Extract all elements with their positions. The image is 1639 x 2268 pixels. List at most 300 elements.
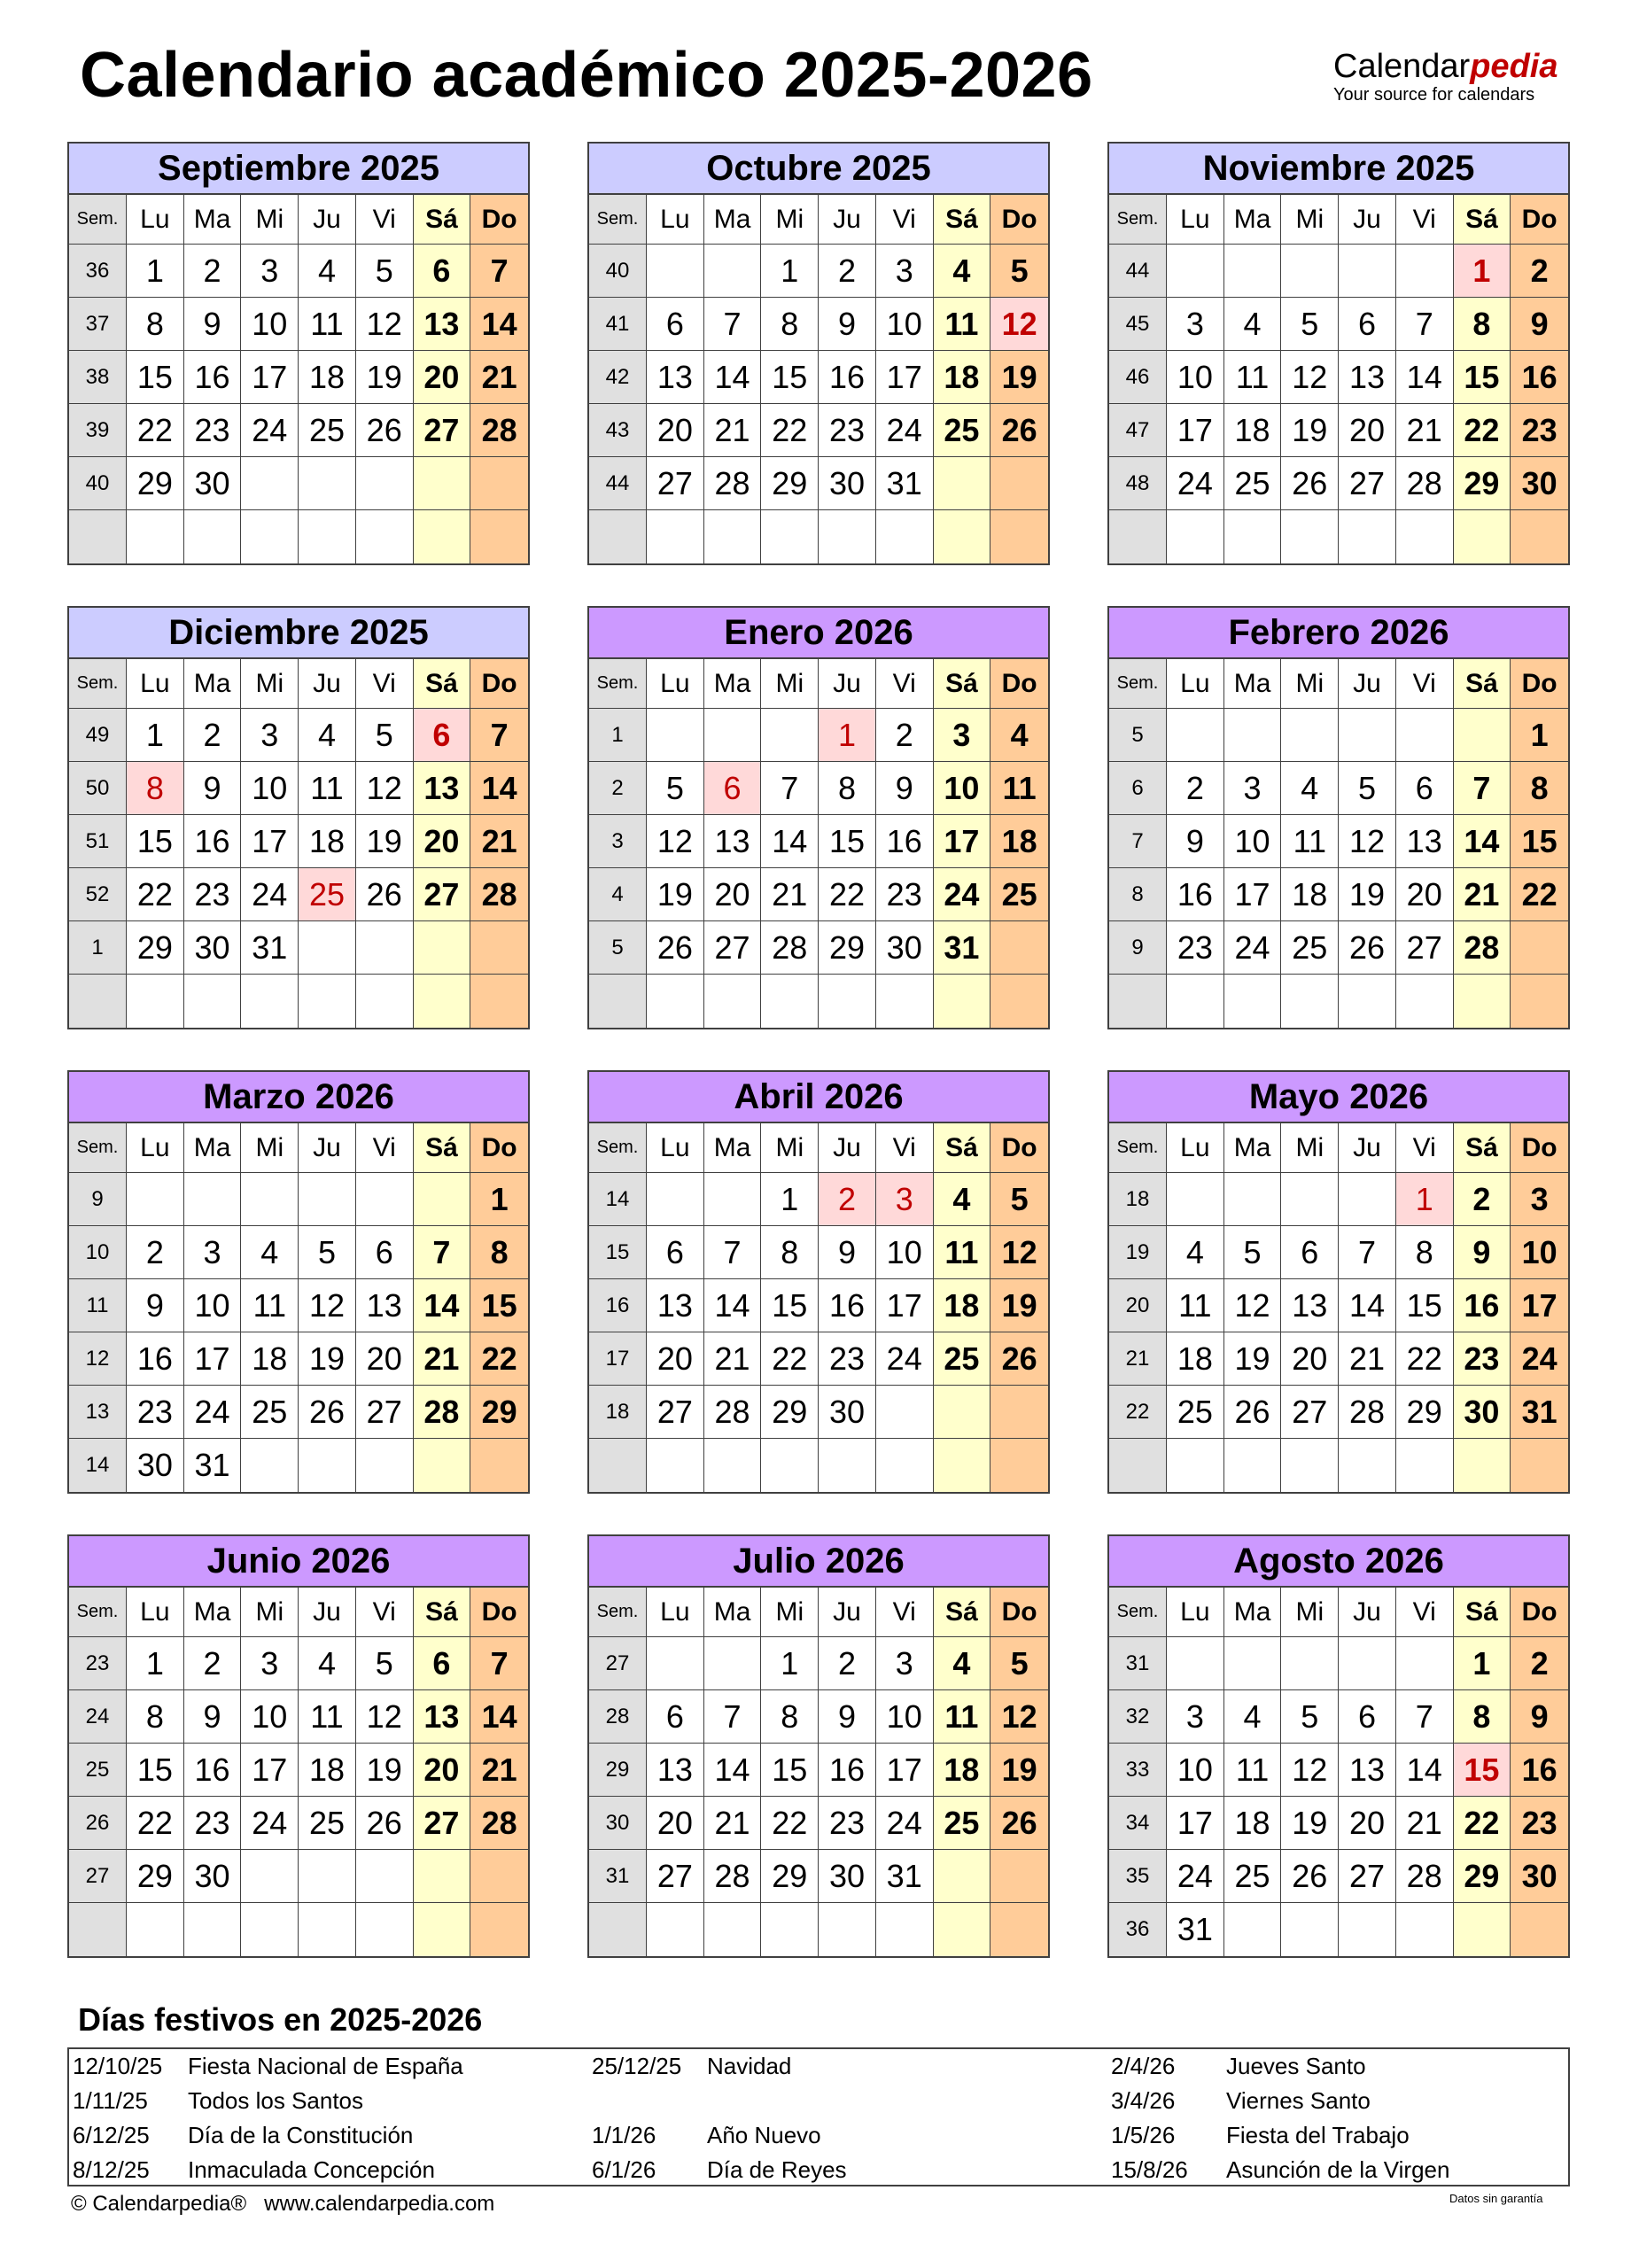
day-cell: 15	[1454, 1744, 1511, 1797]
empty-day-cell	[1167, 1439, 1224, 1492]
week-column-header: Sem.	[589, 195, 647, 245]
empty-day-cell	[299, 975, 356, 1028]
weekday-header: Mi	[241, 195, 299, 245]
empty-day-cell	[1281, 245, 1339, 298]
weekday-header-row	[589, 195, 1048, 245]
weekday-header: Sá	[934, 195, 991, 245]
weekday-header: Do	[990, 1588, 1048, 1637]
weekday-header: Ma	[704, 195, 762, 245]
week-number: 27	[69, 1850, 127, 1903]
empty-day-cell	[819, 975, 876, 1028]
weekday-header: Ma	[1224, 1588, 1282, 1637]
weekday-header: Vi	[876, 1588, 934, 1637]
day-cell: 30	[819, 1850, 876, 1903]
day-cell: 10	[934, 762, 991, 815]
day-cell: 26	[990, 1797, 1048, 1850]
day-cell: 17	[934, 815, 991, 868]
day-cell: 5	[1281, 1690, 1339, 1744]
footer	[71, 2192, 494, 2217]
week-number: 9	[69, 1173, 127, 1226]
week-number: 49	[69, 709, 127, 762]
week-number: 43	[589, 404, 647, 457]
day-cell: 1	[127, 245, 184, 298]
empty-day-cell	[1454, 510, 1511, 563]
empty-day-cell	[127, 975, 184, 1028]
week-number: 3	[589, 815, 647, 868]
week-column-header: Sem.	[1109, 1588, 1167, 1637]
month-title: Julio 2026	[589, 1536, 1048, 1588]
empty-day-cell	[1396, 245, 1454, 298]
day-cell: 2	[1511, 245, 1568, 298]
day-cell: 18	[1281, 868, 1339, 921]
day-cell: 10	[876, 1690, 934, 1744]
day-cell: 6	[1281, 1226, 1339, 1279]
weekday-header: Do	[470, 659, 528, 709]
day-cell: 25	[1224, 457, 1282, 510]
day-cell: 4	[1224, 1690, 1282, 1744]
day-cell: 5	[990, 1637, 1048, 1690]
holiday-row	[592, 2049, 847, 2084]
week-number: 41	[589, 298, 647, 351]
day-cell: 10	[241, 762, 299, 815]
weekday-header: Ju	[1339, 1123, 1396, 1173]
week-number: 7	[1109, 815, 1167, 868]
day-cell: 15	[761, 351, 819, 404]
day-cell: 13	[1339, 351, 1396, 404]
week-number: 17	[589, 1332, 647, 1386]
day-cell: 7	[1396, 1690, 1454, 1744]
week-number: 33	[1109, 1744, 1167, 1797]
day-cell: 11	[1224, 1744, 1282, 1797]
empty-day-cell	[1167, 975, 1224, 1028]
empty-day-cell	[1281, 510, 1339, 563]
holiday-name: Jueves Santo	[1226, 2053, 1366, 2079]
week-number: 26	[69, 1797, 127, 1850]
empty-day-cell	[299, 510, 356, 563]
empty-day-cell	[1511, 1439, 1568, 1492]
day-cell: 16	[819, 351, 876, 404]
day-cell: 20	[647, 1797, 704, 1850]
weekday-header: Sá	[414, 195, 471, 245]
empty-day-cell	[934, 1386, 991, 1439]
day-cell: 9	[127, 1279, 184, 1332]
empty-day-cell	[647, 1173, 704, 1226]
day-cell: 25	[934, 404, 991, 457]
empty-day-cell	[990, 1439, 1048, 1492]
empty-day-cell	[127, 1173, 184, 1226]
day-cell: 14	[704, 1279, 762, 1332]
empty-day-cell	[470, 975, 528, 1028]
holiday-name: Asunción de la Virgen	[1226, 2156, 1450, 2183]
empty-day-cell	[241, 1173, 299, 1226]
day-cell: 11	[934, 1690, 991, 1744]
weekday-header: Do	[990, 1123, 1048, 1173]
day-cell: 10	[184, 1279, 242, 1332]
weekday-header: Vi	[876, 659, 934, 709]
empty-day-cell	[990, 510, 1048, 563]
week-number	[1109, 510, 1167, 563]
weekday-header: Mi	[241, 659, 299, 709]
day-cell: 21	[470, 1744, 528, 1797]
day-cell: 4	[934, 1637, 991, 1690]
day-cell: 6	[414, 245, 471, 298]
empty-day-cell	[647, 1439, 704, 1492]
holiday-date: 25/12/25	[592, 2053, 682, 2079]
empty-day-cell	[470, 1903, 528, 1956]
day-cell: 27	[356, 1386, 414, 1439]
empty-day-cell	[819, 1903, 876, 1956]
empty-day-cell	[1454, 975, 1511, 1028]
day-cell: 8	[761, 1690, 819, 1744]
day-cell: 16	[184, 351, 242, 404]
week-number: 46	[1109, 351, 1167, 404]
day-cell: 29	[127, 457, 184, 510]
day-cell: 5	[1281, 298, 1339, 351]
day-cell: 24	[934, 868, 991, 921]
empty-day-cell	[1396, 1439, 1454, 1492]
weekday-header: Mi	[1281, 1123, 1339, 1173]
weekday-header-row	[69, 1588, 528, 1637]
empty-day-cell	[1224, 709, 1282, 762]
day-cell: 5	[356, 245, 414, 298]
day-cell: 23	[1511, 1797, 1568, 1850]
day-cell: 7	[470, 245, 528, 298]
day-cell: 17	[876, 1279, 934, 1332]
day-cell: 6	[647, 298, 704, 351]
day-cell: 22	[127, 868, 184, 921]
weekday-header: Do	[1511, 195, 1568, 245]
day-cell: 28	[1396, 457, 1454, 510]
day-cell: 18	[299, 351, 356, 404]
empty-day-cell	[1339, 975, 1396, 1028]
day-cell: 29	[127, 921, 184, 975]
day-cell: 16	[876, 815, 934, 868]
day-cell: 22	[761, 1332, 819, 1386]
day-cell: 2	[127, 1226, 184, 1279]
weekday-header: Ma	[704, 1588, 762, 1637]
month-calendar	[67, 1070, 530, 1494]
day-cell: 6	[647, 1226, 704, 1279]
week-column-header: Sem.	[589, 659, 647, 709]
weekday-header-row	[589, 1123, 1048, 1173]
empty-day-cell	[1339, 510, 1396, 563]
day-cell: 7	[704, 1690, 762, 1744]
day-cell: 14	[1339, 1279, 1396, 1332]
weekday-header: Ju	[299, 659, 356, 709]
day-cell: 23	[184, 868, 242, 921]
weekday-header: Sá	[414, 1588, 471, 1637]
day-cell: 15	[127, 351, 184, 404]
day-cell: 19	[1281, 1797, 1339, 1850]
empty-day-cell	[761, 1903, 819, 1956]
holiday-row	[73, 2153, 463, 2187]
empty-day-cell	[356, 1439, 414, 1492]
day-cell: 13	[1281, 1279, 1339, 1332]
day-cell: 14	[470, 762, 528, 815]
empty-day-cell	[356, 1173, 414, 1226]
day-cell: 20	[356, 1332, 414, 1386]
weekday-header: Ju	[1339, 659, 1396, 709]
day-cell: 18	[1224, 1797, 1282, 1850]
brand-logo[interactable]	[1333, 48, 1573, 105]
day-cell: 11	[990, 762, 1048, 815]
day-cell: 23	[819, 404, 876, 457]
week-number: 14	[69, 1439, 127, 1492]
week-number: 50	[69, 762, 127, 815]
week-column-header: Sem.	[69, 195, 127, 245]
day-cell: 8	[761, 298, 819, 351]
empty-day-cell	[414, 457, 471, 510]
holiday-row	[73, 2049, 463, 2084]
week-number: 47	[1109, 404, 1167, 457]
empty-day-cell	[241, 1903, 299, 1956]
day-cell: 17	[184, 1332, 242, 1386]
day-cell: 12	[1281, 1744, 1339, 1797]
day-cell: 3	[1511, 1173, 1568, 1226]
day-cell: 8	[127, 1690, 184, 1744]
day-cell: 27	[647, 457, 704, 510]
day-cell: 16	[1167, 868, 1224, 921]
empty-day-cell	[704, 709, 762, 762]
weekday-header-row	[1109, 1123, 1568, 1173]
day-cell: 18	[934, 351, 991, 404]
month-days-grid	[589, 709, 1048, 1028]
empty-day-cell	[876, 1903, 934, 1956]
holiday-row	[592, 2153, 847, 2187]
empty-day-cell	[761, 510, 819, 563]
weekday-header: Vi	[1396, 1123, 1454, 1173]
empty-day-cell	[934, 1903, 991, 1956]
day-cell: 10	[1224, 815, 1282, 868]
day-cell: 6	[704, 762, 762, 815]
weekday-header: Sá	[414, 659, 471, 709]
month-title: Abril 2026	[589, 1072, 1048, 1123]
day-cell: 26	[356, 404, 414, 457]
empty-day-cell	[414, 510, 471, 563]
day-cell: 14	[1454, 815, 1511, 868]
day-cell: 15	[127, 1744, 184, 1797]
day-cell: 2	[184, 709, 242, 762]
day-cell: 20	[1339, 1797, 1396, 1850]
day-cell: 5	[299, 1226, 356, 1279]
day-cell: 3	[241, 1637, 299, 1690]
footer-url[interactable]: www.calendarpedia.com	[264, 2192, 495, 2216]
empty-day-cell	[1224, 1173, 1282, 1226]
empty-day-cell	[1167, 1637, 1224, 1690]
month-calendar	[587, 606, 1050, 1029]
empty-day-cell	[414, 1903, 471, 1956]
week-number: 5	[1109, 709, 1167, 762]
week-number: 37	[69, 298, 127, 351]
month-calendar	[1107, 606, 1570, 1029]
day-cell: 8	[127, 298, 184, 351]
day-cell: 13	[647, 1279, 704, 1332]
weekday-header: Do	[470, 1123, 528, 1173]
day-cell: 14	[470, 298, 528, 351]
empty-day-cell	[1511, 975, 1568, 1028]
weekday-header: Ma	[704, 659, 762, 709]
page-title: Calendario académico 2025-2026	[80, 40, 1093, 111]
day-cell: 29	[819, 921, 876, 975]
day-cell: 9	[819, 298, 876, 351]
empty-day-cell	[1281, 1439, 1339, 1492]
day-cell: 22	[1454, 404, 1511, 457]
day-cell: 28	[761, 921, 819, 975]
empty-day-cell	[1167, 709, 1224, 762]
day-cell: 8	[1511, 762, 1568, 815]
day-cell: 14	[704, 1744, 762, 1797]
day-cell: 31	[241, 921, 299, 975]
day-cell: 6	[1339, 1690, 1396, 1744]
week-number: 19	[1109, 1226, 1167, 1279]
empty-day-cell	[241, 457, 299, 510]
day-cell: 4	[1224, 298, 1282, 351]
empty-day-cell	[876, 510, 934, 563]
day-cell: 10	[876, 298, 934, 351]
empty-day-cell	[1167, 245, 1224, 298]
day-cell: 15	[1454, 351, 1511, 404]
weekday-header: Vi	[356, 659, 414, 709]
day-cell: 21	[470, 351, 528, 404]
day-cell: 2	[184, 1637, 242, 1690]
weekday-header: Mi	[1281, 659, 1339, 709]
day-cell: 18	[299, 1744, 356, 1797]
month-days-grid	[589, 1637, 1048, 1956]
day-cell: 20	[414, 815, 471, 868]
day-cell: 27	[1396, 921, 1454, 975]
empty-day-cell	[934, 1439, 991, 1492]
week-number: 1	[69, 921, 127, 975]
weekday-header: Mi	[761, 659, 819, 709]
day-cell: 14	[761, 815, 819, 868]
day-cell: 12	[1281, 351, 1339, 404]
day-cell: 12	[356, 298, 414, 351]
holiday-date: 6/1/26	[592, 2156, 656, 2183]
week-column-header: Sem.	[69, 1123, 127, 1173]
weekday-header: Ma	[184, 195, 242, 245]
week-number: 39	[69, 404, 127, 457]
day-cell: 27	[1339, 1850, 1396, 1903]
month-title: Marzo 2026	[69, 1072, 528, 1123]
empty-day-cell	[470, 457, 528, 510]
day-cell: 26	[1281, 1850, 1339, 1903]
week-number: 14	[589, 1173, 647, 1226]
day-cell: 11	[1281, 815, 1339, 868]
empty-day-cell	[127, 510, 184, 563]
month-title: Junio 2026	[69, 1536, 528, 1588]
month-title: Noviembre 2025	[1109, 144, 1568, 195]
empty-day-cell	[414, 1439, 471, 1492]
weekday-header: Do	[990, 195, 1048, 245]
day-cell: 14	[1396, 351, 1454, 404]
day-cell: 3	[876, 1173, 934, 1226]
weekday-header: Ju	[1339, 1588, 1396, 1637]
week-number	[589, 510, 647, 563]
weekday-header: Vi	[356, 1123, 414, 1173]
day-cell: 19	[299, 1332, 356, 1386]
day-cell: 20	[1396, 868, 1454, 921]
day-cell: 25	[299, 868, 356, 921]
weekday-header: Do	[470, 1588, 528, 1637]
day-cell: 1	[470, 1173, 528, 1226]
empty-day-cell	[1454, 1903, 1511, 1956]
day-cell: 28	[704, 1386, 762, 1439]
empty-day-cell	[1339, 709, 1396, 762]
day-cell: 25	[934, 1332, 991, 1386]
day-cell: 21	[1339, 1332, 1396, 1386]
month-days-grid	[1109, 709, 1568, 1028]
weekday-header: Vi	[356, 1588, 414, 1637]
day-cell: 6	[414, 1637, 471, 1690]
day-cell: 9	[1511, 1690, 1568, 1744]
empty-day-cell	[1454, 1439, 1511, 1492]
empty-day-cell	[414, 1850, 471, 1903]
empty-day-cell	[704, 245, 762, 298]
day-cell: 23	[819, 1332, 876, 1386]
day-cell: 7	[704, 298, 762, 351]
day-cell: 17	[1224, 868, 1282, 921]
day-cell: 31	[184, 1439, 242, 1492]
day-cell: 31	[876, 457, 934, 510]
empty-day-cell	[704, 1439, 762, 1492]
week-number: 4	[589, 868, 647, 921]
empty-day-cell	[990, 975, 1048, 1028]
day-cell: 9	[1511, 298, 1568, 351]
day-cell: 28	[1454, 921, 1511, 975]
holiday-row	[1111, 2153, 1449, 2187]
day-cell: 29	[127, 1850, 184, 1903]
weekday-header: Sá	[934, 1123, 991, 1173]
empty-day-cell	[647, 1903, 704, 1956]
week-number	[69, 510, 127, 563]
month-calendar	[587, 142, 1050, 565]
empty-day-cell	[934, 1850, 991, 1903]
empty-day-cell	[704, 1903, 762, 1956]
day-cell: 11	[934, 1226, 991, 1279]
holidays-title: Días festivos en 2025-2026	[78, 2001, 483, 2038]
day-cell: 24	[184, 1386, 242, 1439]
weekday-header: Do	[1511, 1123, 1568, 1173]
empty-day-cell	[1396, 510, 1454, 563]
weekday-header: Lu	[127, 1588, 184, 1637]
day-cell: 3	[934, 709, 991, 762]
day-cell: 7	[470, 1637, 528, 1690]
day-cell: 10	[241, 298, 299, 351]
day-cell: 21	[414, 1332, 471, 1386]
day-cell: 24	[1167, 457, 1224, 510]
day-cell: 5	[990, 1173, 1048, 1226]
holiday-name: Año Nuevo	[707, 2122, 821, 2148]
day-cell: 18	[299, 815, 356, 868]
week-number: 18	[1109, 1173, 1167, 1226]
day-cell: 26	[990, 404, 1048, 457]
day-cell: 20	[704, 868, 762, 921]
empty-day-cell	[1396, 1903, 1454, 1956]
day-cell: 3	[241, 245, 299, 298]
day-cell: 15	[819, 815, 876, 868]
day-cell: 9	[819, 1226, 876, 1279]
day-cell: 3	[1167, 1690, 1224, 1744]
month-title: Mayo 2026	[1109, 1072, 1568, 1123]
empty-day-cell	[1339, 1903, 1396, 1956]
week-number: 8	[1109, 868, 1167, 921]
weekday-header: Ju	[819, 1123, 876, 1173]
holiday-date: 1/5/26	[1111, 2122, 1176, 2148]
day-cell: 28	[470, 868, 528, 921]
day-cell: 7	[1339, 1226, 1396, 1279]
day-cell: 20	[1339, 404, 1396, 457]
day-cell: 8	[127, 762, 184, 815]
